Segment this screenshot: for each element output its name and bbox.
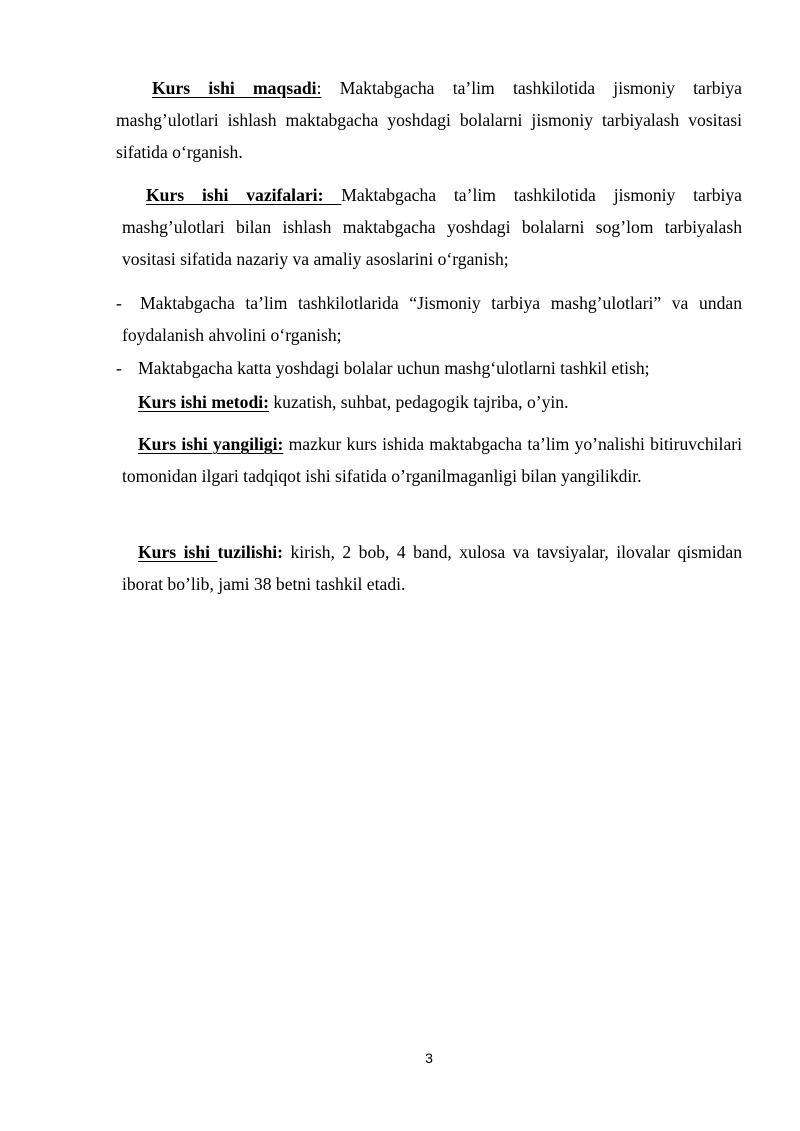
list-item-text: Maktabgacha katta yoshdagi bolalar uchun mashg‘ulotlarni tashkil etish; (138, 358, 650, 378)
structure-text: kirish, 2 bob, 4 band, xulosa va tavsiyalar, ilovalar qismidan iborat bo’lib, jami 38 betni tashkil etadi. (122, 542, 742, 594)
paragraph-method (138, 386, 742, 418)
goal-label: Kurs ishi maqsadi (152, 78, 317, 98)
tasks-text: Maktabgacha ta’lim tashkilotida jismoniy tarbiya mashg’ulotlari bilan ishlash maktabgacha yoshdagi bolalarni sog’lom tarbiyalash vositasi sifatida nazariy va amaliy asoslarini o‘rganish; (122, 185, 742, 269)
structure-label-underlined: Kurs ishi (138, 542, 218, 562)
list-item (116, 287, 742, 351)
paragraph-structure (122, 536, 742, 600)
method-text: kuzatish, suhbat, pedagogik tajriba, o’yin. (268, 392, 569, 412)
page-number: 3 (425, 1050, 433, 1066)
method-label: Kurs ishi metodi: (138, 392, 269, 412)
paragraph-tasks (122, 179, 742, 275)
novelty-label: Kurs ishi yangiligi: (138, 434, 284, 454)
structure-label-bold: tuzilishi: (217, 542, 283, 562)
goal-colon: : (316, 78, 322, 98)
paragraph-novelty (122, 428, 742, 492)
list-dash: - (116, 358, 122, 378)
list-item-text: Maktabgacha ta’lim tashkilotlarida “Jismoniy tarbiya mashg’ulotlari” va undan foydalanish ahvolini o‘rganish; (122, 293, 742, 345)
paragraph-goal (116, 72, 742, 168)
goal-text: Maktabgacha ta’lim tashkilotida jismoniy tarbiya mashg’ulotlari ishlash maktabgacha yoshdagi bolalarni jismoniy tarbiyalash vositasi sifatida o‘rganish. (116, 78, 742, 162)
tasks-label: Kurs ishi vazifalari: (146, 185, 342, 205)
novelty-text: mazkur kurs ishida maktabgacha ta’lim yo’nalishi bitiruvchilari tomonidan ilgari tadqiqot ishi sifatida o’rganilmaganligi bilan yangilikdir. (122, 434, 742, 486)
list-dash: - (116, 293, 122, 313)
list-item (116, 352, 742, 384)
